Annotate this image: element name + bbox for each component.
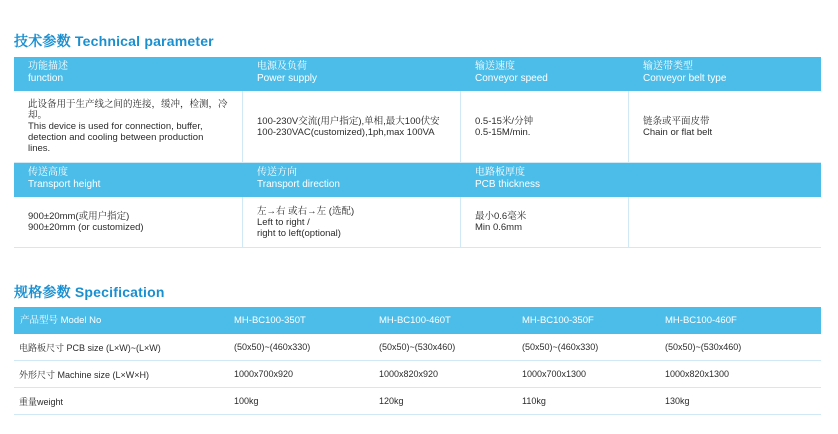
table-cell: (50x50)~(460x330) [522, 342, 599, 352]
table-cell: 1000x820x1300 [665, 369, 730, 379]
spec-row-machine-size [14, 361, 821, 388]
cell-line: 0.5-15M/min. [475, 126, 531, 138]
table-cell: 1000x700x1300 [522, 369, 587, 379]
table-cell: 110kg [522, 396, 546, 406]
header-en: Power supply [257, 73, 318, 84]
header-cn: 传送高度 [28, 167, 68, 178]
row-label: 重量weight [19, 396, 64, 407]
conveyor-belt-type-cell [629, 91, 821, 162]
header-en: function [28, 73, 64, 84]
header-cn: 功能描述 [28, 61, 68, 72]
cell-line: 左→右 或右→左 (选配) [257, 205, 355, 217]
tech-row-2 [14, 197, 821, 248]
model-header: MH-BC100-350T [234, 314, 306, 326]
model-no-header: 产品型号 Model No [20, 314, 102, 326]
header-cn: 电源及负荷 [257, 61, 307, 72]
tech-header-row-1 [14, 57, 821, 91]
table-cell: (50x50)~(530x460) [379, 342, 456, 352]
technical-parameter-table [14, 57, 821, 248]
transport-height-cell [14, 197, 243, 247]
cell-line: right to left(optional) [257, 227, 341, 239]
cell-line: 100-230VAC(customized),1ph,max 100VA [257, 126, 435, 138]
cell-line: 0.5-15米/分钟 [475, 115, 534, 127]
tech-header-cell [14, 163, 243, 197]
tech-header-cell-empty [629, 163, 821, 197]
tech-header-cell [243, 57, 461, 91]
header-en: Conveyor belt type [643, 73, 727, 84]
tech-header-cell [14, 57, 243, 91]
tech-header-cell [461, 57, 629, 91]
transport-direction-cell [243, 197, 461, 247]
cell-line: Min 0.6mm [475, 222, 522, 233]
header-en: Conveyor speed [475, 73, 548, 84]
technical-parameter-title: 技术参数 Technical parameter [14, 33, 214, 49]
cell-line: 此设备用于生产线之间的连接，缓冲，检测，冷却。 [28, 99, 228, 121]
cell-line: 900±20mm(或用户指定) [28, 211, 130, 222]
cell-line: lines. [28, 143, 51, 154]
table-cell: 1000x700x920 [234, 369, 294, 379]
header-cn: 输送速度 [475, 61, 515, 72]
tech-header-cell [461, 163, 629, 197]
power-supply-cell [243, 91, 461, 162]
spec-header-row [14, 307, 821, 334]
tech-row-1 [14, 91, 821, 163]
specification-table [14, 307, 821, 415]
pcb-thickness-cell [461, 197, 629, 247]
function-cell [14, 91, 243, 162]
header-en: PCB thickness [475, 179, 541, 190]
table-cell: 100kg [234, 396, 259, 406]
table-cell: (50x50)~(530x460) [665, 342, 742, 352]
cell-line: 100-230V交流(用户指定),单相,最大100伏安 [257, 115, 440, 127]
cell-line: This device is used for connection, buffer, [28, 121, 203, 132]
table-cell: 1000x820x920 [379, 369, 439, 379]
table-cell: (50x50)~(460x330) [234, 342, 311, 352]
model-header: MH-BC100-350F [522, 314, 594, 326]
table-cell: 120kg [379, 396, 404, 406]
model-header: MH-BC100-460F [665, 314, 737, 326]
cell-line: 最小0.6毫米 [475, 211, 527, 222]
row-label: 外形尺寸 Machine size (L×W×H) [19, 369, 150, 380]
row-label: 电路板尺寸 PCB size (L×W)~(L×W) [19, 342, 161, 353]
cell-line: 900±20mm (or customized) [28, 222, 144, 233]
header-cn: 输送带类型 [643, 61, 693, 72]
specification-title: 规格参数 Specification [14, 284, 165, 300]
spec-row-weight [14, 388, 821, 415]
header-cn: 传送方向 [257, 167, 297, 178]
table-cell: 130kg [665, 396, 690, 406]
model-header: MH-BC100-460T [379, 314, 451, 326]
header-cn: 电路板厚度 [475, 167, 525, 178]
cell-line: detection and cooling between production [28, 132, 204, 143]
cell-line: 链条或平面皮带 [643, 115, 710, 127]
spec-row-pcb-size [14, 334, 821, 361]
tech-header-cell [243, 163, 461, 197]
cell-line: Chain or flat belt [643, 126, 713, 138]
tech-header-row-2 [14, 163, 821, 197]
conveyor-speed-cell [461, 91, 629, 162]
cell-line: Left to right / [257, 216, 310, 228]
tech-header-cell [629, 57, 821, 91]
empty-cell [629, 197, 821, 247]
header-en: Transport direction [257, 179, 340, 190]
header-en: Transport height [28, 179, 101, 190]
